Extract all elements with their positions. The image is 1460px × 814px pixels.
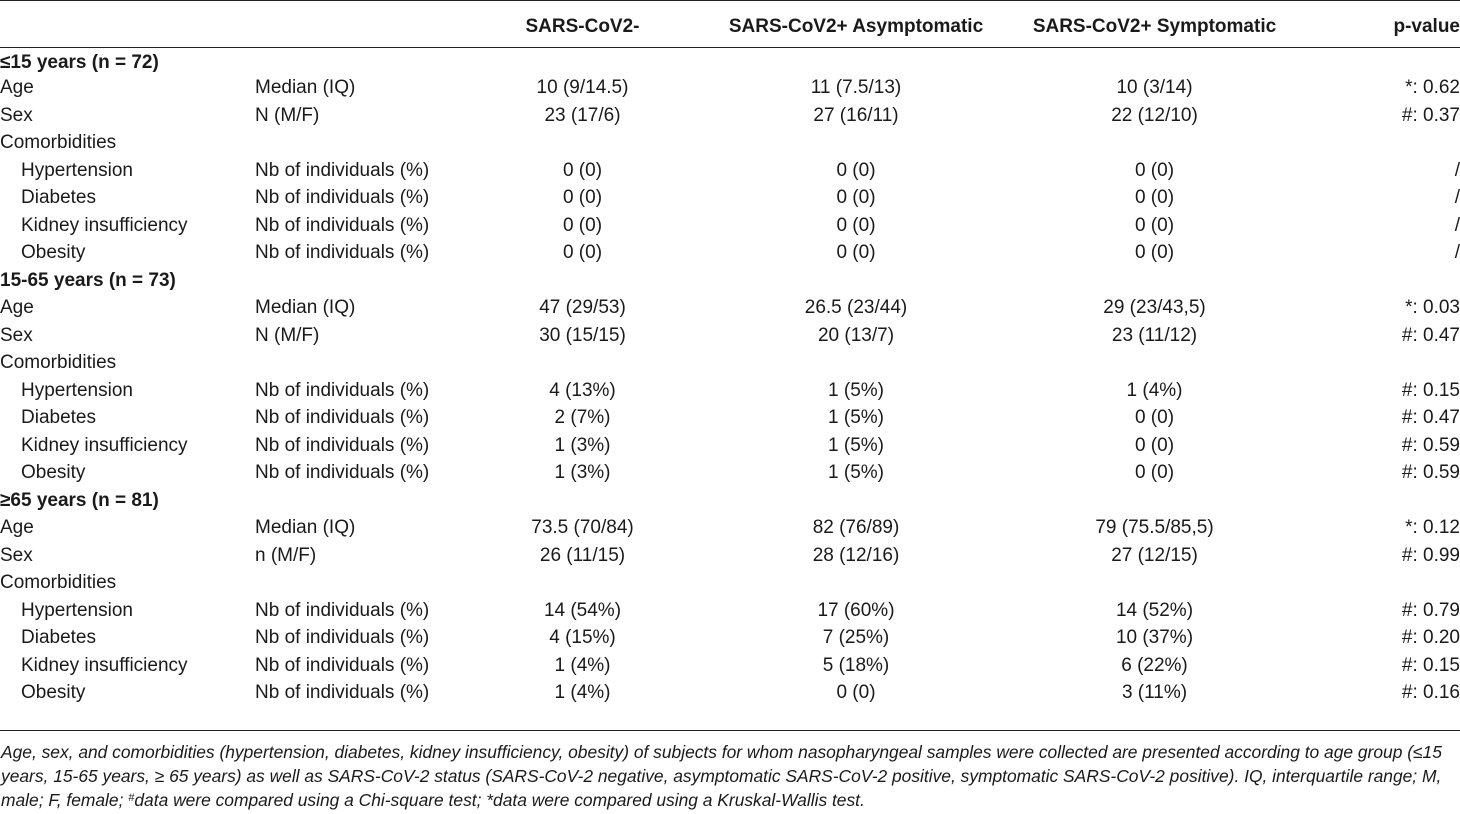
- row-label: Kidney insufficiency: [21, 654, 188, 676]
- sars-cov2-negative-cell: 23 (17/6): [544, 104, 621, 126]
- measure-cell: Nb of individuals (%): [255, 654, 430, 676]
- symptomatic-cell: 27 (12/15): [1111, 544, 1198, 566]
- header-symptomatic: SARS-CoV2+ Symptomatic: [1002, 7, 1307, 47]
- asymptomatic-cell: 27 (16/11): [813, 104, 899, 126]
- measure-cell: Nb of individuals (%): [255, 434, 430, 456]
- table-row: [0, 102, 1460, 130]
- sars-cov2-negative-cell: 0 (0): [562, 214, 603, 236]
- row-label: Diabetes: [21, 187, 96, 209]
- p-value-cell: /: [1454, 187, 1460, 209]
- p-value-cell: /: [1454, 159, 1460, 181]
- row-label: Hypertension: [21, 599, 133, 621]
- table-row: [0, 377, 1460, 405]
- measure-cell: Nb of individuals (%): [255, 242, 430, 264]
- p-value-cell: [1307, 570, 1460, 598]
- sars-cov2-negative-cell: [455, 350, 710, 378]
- sars-cov2-negative-cell: 1 (4%): [554, 654, 611, 676]
- asymptomatic-cell: 82 (76/89): [812, 517, 900, 539]
- asymptomatic-cell: 26.5 (23/44): [804, 297, 908, 319]
- measure-cell: Nb of individuals (%): [255, 627, 430, 649]
- asymptomatic-cell: 5 (18%): [822, 654, 890, 676]
- measure-cell: Nb of individuals (%): [255, 682, 430, 704]
- age-group-row: [0, 47, 1460, 75]
- row-label: Obesity: [21, 462, 86, 484]
- sars-cov2-negative-cell: 0 (0): [562, 187, 603, 209]
- header-label: [0, 7, 255, 47]
- asymptomatic-cell: [710, 570, 1002, 598]
- symptomatic-cell: 0 (0): [1134, 407, 1175, 429]
- p-value-cell: #: 0.37: [1401, 104, 1460, 126]
- table-row: [0, 405, 1460, 433]
- asymptomatic-cell: 1 (5%): [828, 462, 884, 484]
- row-label: Hypertension: [21, 379, 133, 401]
- symptomatic-cell: 0 (0): [1134, 159, 1175, 181]
- symptomatic-cell: 23 (11/12): [1111, 324, 1198, 346]
- asymptomatic-cell: 28 (12/16): [812, 544, 900, 566]
- symptomatic-cell: 0 (0): [1134, 187, 1175, 209]
- symptomatic-cell: [1002, 350, 1307, 378]
- symptomatic-cell: 10 (3/14): [1116, 77, 1193, 99]
- measure-cell: Median (IQ): [255, 77, 356, 99]
- p-value-cell: /: [1454, 242, 1460, 264]
- row-label: Sex: [0, 544, 33, 566]
- table-footnote: [1, 740, 1459, 812]
- sars-cov2-negative-cell: 2 (7%): [554, 407, 611, 429]
- measure-cell: Nb of individuals (%): [255, 187, 430, 209]
- p-value-cell: #: 0.16: [1401, 682, 1460, 704]
- symptomatic-cell: 14 (52%): [1115, 599, 1194, 621]
- sars-cov2-negative-cell: 1 (3%): [554, 434, 611, 456]
- measure-cell: [255, 130, 455, 158]
- footnote-text: Age, sex, and comorbidities (hypertension, diabetes, kidney insufficiency, obesity) of subjects for whom nasopharyngeal samples were collected are presented according to age group (≤15 years, 15-65 years, ≥ 65 years) as well as SARS-CoV-2 status (SARS-CoV-2 negative, asymptomatic SARS-CoV-2 positive, symptomatic SARS-CoV-2 positive). IQ, interquartile range; M, male; F, female;: [1, 742, 1442, 810]
- asymptomatic-cell: 0 (0): [836, 214, 876, 236]
- demographics-table: [0, 7, 1460, 707]
- age-group-row: [0, 487, 1460, 515]
- age-group-title: ≥65 years (n = 81): [0, 489, 159, 511]
- measure-cell: Nb of individuals (%): [255, 159, 430, 181]
- row-label: Age: [0, 297, 34, 319]
- p-value-cell: #: 0.79: [1401, 599, 1460, 621]
- sars-cov2-negative-cell: 0 (0): [562, 159, 603, 181]
- symptomatic-cell: 22 (12/10): [1111, 104, 1198, 126]
- p-value-cell: #: 0.47: [1401, 324, 1460, 346]
- table-row: [0, 542, 1460, 570]
- p-value-cell: #: 0.99: [1401, 544, 1460, 566]
- table-row: [0, 295, 1460, 323]
- header-row: [0, 7, 1460, 47]
- asymptomatic-cell: 20 (13/7): [817, 324, 895, 346]
- p-value-cell: *: 0.03: [1405, 297, 1460, 319]
- symptomatic-cell: 79 (75.5/85,5): [1095, 517, 1214, 539]
- measure-cell: [255, 350, 455, 378]
- row-label: Comorbidities: [0, 132, 117, 154]
- row-label: Age: [0, 77, 34, 99]
- age-group-row: [0, 267, 1460, 295]
- row-label: Obesity: [21, 682, 86, 704]
- measure-cell: Nb of individuals (%): [255, 599, 430, 621]
- symptomatic-cell: 1 (4%): [1126, 379, 1183, 401]
- row-label: Diabetes: [21, 407, 96, 429]
- asymptomatic-cell: 1 (5%): [828, 407, 884, 429]
- symptomatic-cell: 6 (22%): [1121, 654, 1188, 676]
- p-value-cell: #: 0.20: [1401, 627, 1460, 649]
- row-label: Age: [0, 517, 34, 539]
- age-group-title: ≤15 years (n = 72): [0, 52, 159, 73]
- row-label: Comorbidities: [0, 352, 117, 374]
- header-p-value: p-value: [1307, 7, 1460, 47]
- row-label: Obesity: [21, 242, 86, 264]
- footnote-hash-marker: #: [128, 792, 135, 804]
- sars-cov2-negative-cell: [455, 130, 710, 158]
- p-value-cell: *: 0.12: [1405, 517, 1460, 539]
- sars-cov2-negative-cell: 1 (4%): [554, 682, 611, 704]
- header-measure: [255, 7, 455, 47]
- table-row: [0, 130, 1460, 158]
- asymptomatic-cell: 1 (5%): [828, 379, 884, 401]
- symptomatic-cell: 3 (11%): [1121, 682, 1188, 704]
- row-label: Sex: [0, 104, 33, 126]
- measure-cell: [255, 570, 455, 598]
- asymptomatic-cell: 0 (0): [836, 159, 876, 181]
- sars-cov2-negative-cell: 73.5 (70/84): [531, 517, 634, 539]
- p-value-cell: #: 0.47: [1401, 407, 1460, 429]
- measure-cell: Nb of individuals (%): [255, 407, 430, 429]
- symptomatic-cell: [1002, 130, 1307, 158]
- table-row: [0, 515, 1460, 543]
- footnote-text-end: data were compared using a Chi-square test; *data were compared using a Kruskal-Wallis test.: [134, 790, 865, 810]
- asymptomatic-cell: 17 (60%): [817, 599, 895, 621]
- asymptomatic-cell: 0 (0): [836, 187, 876, 209]
- measure-cell: Nb of individuals (%): [255, 379, 430, 401]
- symptomatic-cell: [1002, 570, 1307, 598]
- table-row: [0, 680, 1460, 708]
- symptomatic-cell: 0 (0): [1134, 462, 1175, 484]
- p-value-cell: #: 0.59: [1401, 462, 1460, 484]
- asymptomatic-cell: [710, 350, 1002, 378]
- table-row: [0, 460, 1460, 488]
- measure-cell: N (M/F): [255, 104, 320, 126]
- sars-cov2-negative-cell: 10 (9/14.5): [536, 77, 629, 99]
- p-value-cell: [1307, 350, 1460, 378]
- age-group-title: 15-65 years (n = 73): [0, 269, 176, 291]
- table-row: [0, 240, 1460, 268]
- measure-cell: Nb of individuals (%): [255, 462, 430, 484]
- table-row: [0, 185, 1460, 213]
- sars-cov2-negative-cell: [455, 570, 710, 598]
- measure-cell: Median (IQ): [255, 297, 356, 319]
- asymptomatic-cell: 11 (7.5/13): [810, 77, 902, 99]
- symptomatic-cell: 0 (0): [1134, 214, 1175, 236]
- row-label: Kidney insufficiency: [21, 214, 188, 236]
- asymptomatic-cell: [710, 130, 1002, 158]
- table-row: [0, 625, 1460, 653]
- p-value-cell: [1307, 130, 1460, 158]
- sars-cov2-negative-cell: 47 (29/53): [539, 297, 626, 319]
- sars-cov2-negative-cell: 14 (54%): [543, 599, 622, 621]
- sars-cov2-negative-cell: 30 (15/15): [539, 324, 626, 346]
- asymptomatic-cell: 0 (0): [836, 242, 876, 264]
- symptomatic-cell: 29 (23/43,5): [1103, 297, 1206, 319]
- header-sars-cov2-negative: SARS-CoV2-: [455, 7, 710, 47]
- bottom-rule: [0, 730, 1460, 731]
- table-row: [0, 75, 1460, 103]
- table-row: [0, 652, 1460, 680]
- table-row: [0, 350, 1460, 378]
- p-value-cell: #: 0.15: [1401, 379, 1460, 401]
- asymptomatic-cell: 1 (5%): [828, 434, 884, 456]
- sars-cov2-negative-cell: 4 (13%): [549, 379, 616, 401]
- table-row: [0, 597, 1460, 625]
- sars-cov2-negative-cell: 26 (11/15): [539, 544, 626, 566]
- symptomatic-cell: 0 (0): [1134, 434, 1175, 456]
- measure-cell: Median (IQ): [255, 517, 356, 539]
- sars-cov2-negative-cell: 4 (15%): [549, 627, 616, 649]
- table-row: [0, 212, 1460, 240]
- measure-cell: Nb of individuals (%): [255, 214, 430, 236]
- table-row: [0, 157, 1460, 185]
- row-label: Kidney insufficiency: [21, 434, 188, 456]
- sars-cov2-negative-cell: 1 (3%): [554, 462, 611, 484]
- p-value-cell: #: 0.15: [1401, 654, 1460, 676]
- asymptomatic-cell: 0 (0): [836, 682, 876, 704]
- sars-cov2-negative-cell: 0 (0): [562, 242, 603, 264]
- table-row: [0, 432, 1460, 460]
- measure-cell: N (M/F): [255, 324, 320, 346]
- table-row: [0, 322, 1460, 350]
- row-label: Diabetes: [21, 627, 96, 649]
- asymptomatic-cell: 7 (25%): [822, 627, 890, 649]
- p-value-cell: *: 0.62: [1405, 77, 1460, 99]
- p-value-cell: #: 0.59: [1401, 434, 1460, 456]
- measure-cell: n (M/F): [255, 544, 317, 566]
- symptomatic-cell: 0 (0): [1134, 242, 1175, 264]
- row-label: Hypertension: [21, 159, 133, 181]
- row-label: Comorbidities: [0, 572, 117, 594]
- row-label: Sex: [0, 324, 33, 346]
- top-rule: [0, 0, 1460, 1]
- header-asymptomatic: SARS-CoV2+ Asymptomatic: [710, 7, 1002, 47]
- symptomatic-cell: 10 (37%): [1115, 627, 1194, 649]
- p-value-cell: /: [1454, 214, 1460, 236]
- table-row: [0, 570, 1460, 598]
